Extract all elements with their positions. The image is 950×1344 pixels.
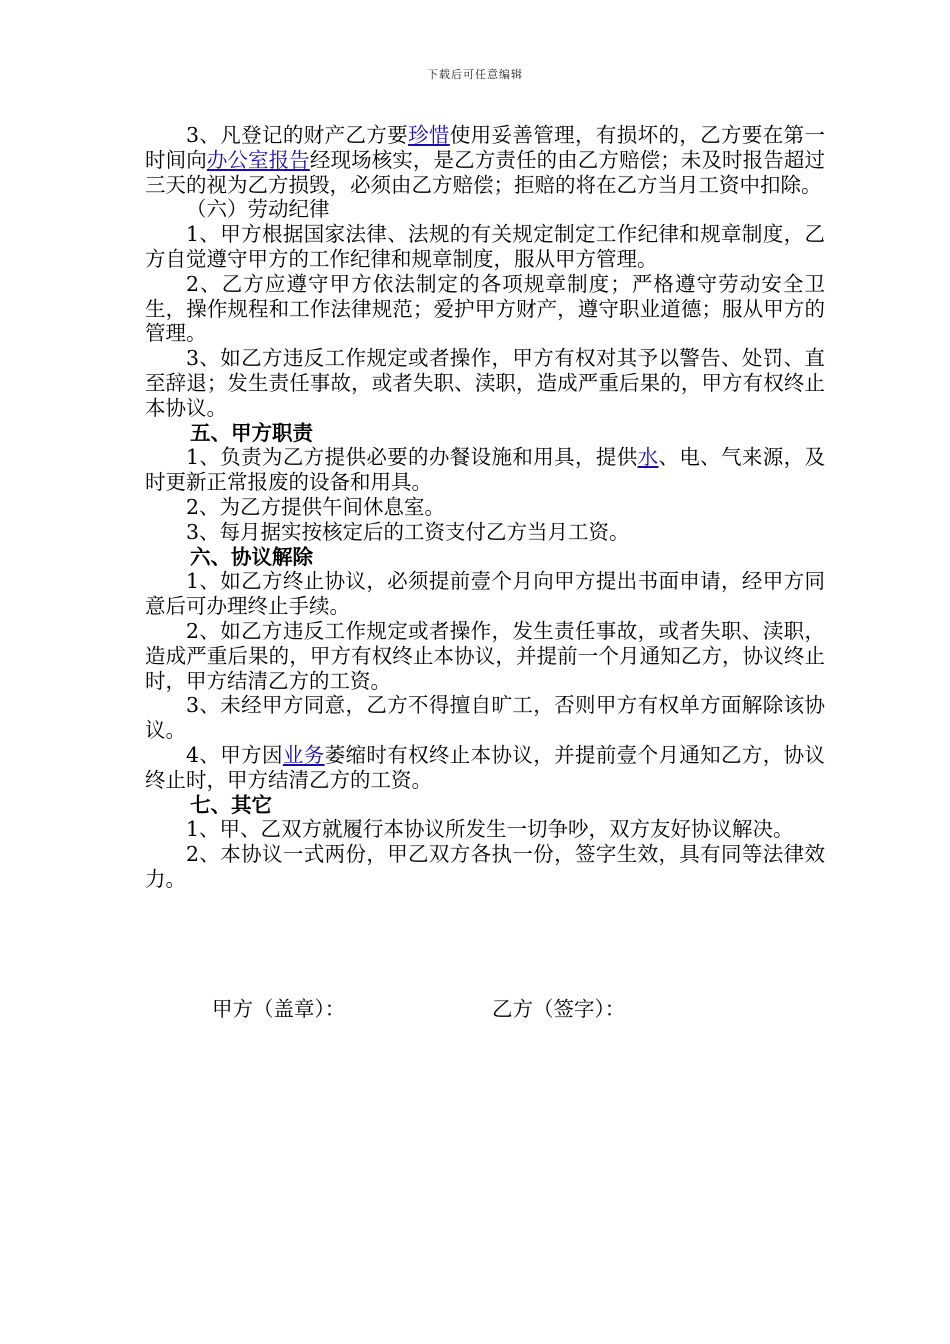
link-business[interactable]: 业务 <box>282 742 325 767</box>
text-segment: 3、凡登记的财产乙方要 <box>186 123 409 147</box>
text-segment: 使用妥善管理，有损坏的，乙方要在第一时间向 <box>145 123 826 172</box>
section-heading-other: 七、其它 <box>190 792 272 817</box>
paragraph-termination-4 <box>145 743 825 793</box>
document-body <box>145 123 825 892</box>
paragraph-termination-1: 1、如乙方终止协议，必须提前壹个月向甲方提出书面申请，经甲方同意后可办理终止手续。 <box>145 569 825 619</box>
paragraph-discipline-1: 1、甲方根据国家法律、法规的有关规定制定工作纪律和规章制度，乙方自觉遵守甲方的工作纪律和规章制度，服从甲方管理。 <box>145 222 825 271</box>
paragraph-termination-2: 2、如乙方违反工作规定或者操作，发生责任事故，或者失职、渎职，造成严重后果的，甲方有权终止本协议，并提前一个月通知乙方，协议终止时，甲方结清乙方的工资。 <box>145 618 825 693</box>
text-segment: 萎缩时有权终止本协议，并提前壹个月通知乙方，协议终止时，甲方结清乙方的工资。 <box>145 742 826 792</box>
party-b-signature-label: 乙方（签字）： <box>492 997 626 1021</box>
paragraph-property-care <box>145 123 825 197</box>
link-cherish[interactable]: 珍惜 <box>408 123 450 147</box>
paragraph-duty-2: 2、为乙方提供午间休息室。 <box>186 494 446 519</box>
paragraph-discipline-3: 3、如乙方违反工作规定或者操作，甲方有权对其予以警告、处罚、直至辞退；发生责任事故，或者失职、渎职，造成严重后果的，甲方有权终止本协议。 <box>145 346 825 420</box>
paragraph-duty-3: 3、每月据实按核定后的工资支付乙方当月工资。 <box>186 519 630 544</box>
paragraph-termination-3: 3、未经甲方同意，乙方不得擅自旷工，否则甲方有权单方面解除该协议。 <box>145 693 825 743</box>
link-office-report[interactable]: 办公室报告 <box>206 147 310 172</box>
party-a-seal-label: 甲方（盖章）： <box>212 997 346 1021</box>
paragraph-other-1: 1、甲、乙双方就履行本协议所发生一切争吵，双方友好协议解决。 <box>186 817 794 842</box>
paragraph-duty-1 <box>145 445 825 495</box>
link-water[interactable]: 水 <box>637 445 659 470</box>
subheading-labor-discipline: （六）劳动纪律 <box>186 197 330 222</box>
paragraph-discipline-2: 2、乙方应遵守甲方依法制定的各项规章制度；严格遵守劳动安全卫生，操作规程和工作法律规范；爱护甲方财产，遵守职业道德；服从甲方的管理。 <box>145 271 825 346</box>
page-header-note: 下载后可任意编辑 <box>427 68 523 81</box>
text-segment: 4、甲方因 <box>186 742 283 767</box>
text-segment: 经现场核实，是乙方责任的由乙方赔偿；未及时报告超过三天的视为乙方损毁，必须由乙方赔偿；拒赔的将在乙方当月工资中扣除。 <box>145 147 825 197</box>
section-heading-party-a-duties: 五、甲方职责 <box>190 420 313 445</box>
text-segment: 1、负责为乙方提供必要的办餐设施和用具，提供 <box>186 445 638 470</box>
text-segment: 、电、气来源，及时更新正常报废的设备和用具。 <box>145 445 826 495</box>
section-heading-termination: 六、协议解除 <box>190 544 313 569</box>
paragraph-other-2: 2、本协议一式两份，甲乙双方各执一份，签字生效，具有同等法律效力。 <box>145 842 825 891</box>
